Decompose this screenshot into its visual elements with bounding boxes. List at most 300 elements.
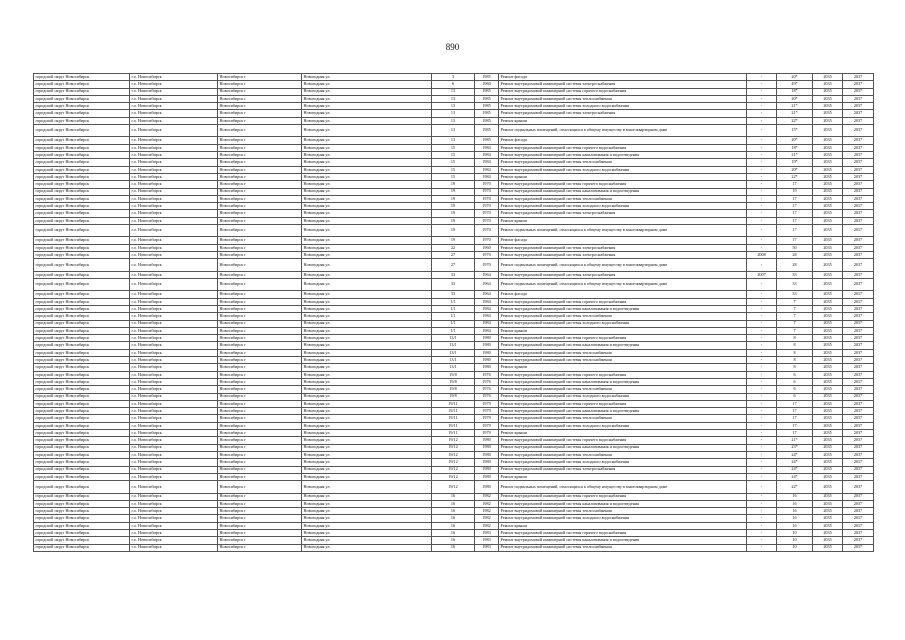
year-end-cell: 2037 xyxy=(843,415,874,422)
work-type-cell: Ремонт подвальных помещений, относящихся к общему имуществу в многоквартирном доме xyxy=(499,259,747,271)
settlement-cell: г.о. Новосибирск xyxy=(130,173,218,180)
settlement-cell: г.о. Новосибирск xyxy=(130,125,218,137)
year-built-cell: 1982 xyxy=(475,500,499,507)
work-type-cell: Ремонт внутридомовой инженерной системы теплоснабжения xyxy=(499,195,747,202)
municipality-cell: городской округ Новосибирск xyxy=(34,291,130,298)
house-number-cell: 19/11 xyxy=(432,400,475,407)
year-a-cell: 2007 xyxy=(747,271,777,278)
year-start-cell: 2035 xyxy=(813,110,843,117)
year-built-cell: 1984 xyxy=(475,144,499,151)
street-cell: Новогодняя ул. xyxy=(302,117,432,124)
year-a-cell: - xyxy=(747,378,777,385)
year-start-cell: 2035 xyxy=(813,166,843,173)
year-b-cell: 19* xyxy=(777,159,813,166)
work-type-cell: Ремонт крыши xyxy=(499,430,747,437)
street-cell: Новогодняя ул. xyxy=(302,313,432,320)
work-type-cell: Ремонт внутридомовой инженерной системы горячего водоснабжения xyxy=(499,437,747,444)
locality-cell: Новосибирск г xyxy=(218,95,302,102)
settlement-cell: г.о. Новосибирск xyxy=(130,378,218,385)
locality-cell: Новосибирск г xyxy=(218,515,302,522)
work-type-cell: Ремонт внутридомовой инженерной системы теплоснабжения xyxy=(499,357,747,364)
street-cell: Новогодняя ул. xyxy=(302,181,432,188)
year-b-cell: 21* xyxy=(777,103,813,110)
street-cell: Новогодняя ул. xyxy=(302,327,432,334)
work-type-cell: Ремонт подвальных помещений, относящихся к общему имуществу в многоквартирном доме xyxy=(499,225,747,237)
table-row xyxy=(34,159,874,166)
street-cell: Новогодняя ул. xyxy=(302,195,432,202)
year-start-cell: 2035 xyxy=(813,386,843,393)
year-a-cell: - xyxy=(747,95,777,102)
year-built-cell: 1970 xyxy=(475,195,499,202)
municipality-cell: городской округ Новосибирск xyxy=(34,305,130,312)
settlement-cell: г.о. Новосибирск xyxy=(130,393,218,400)
year-end-cell: 2037 xyxy=(843,173,874,180)
street-cell: Новогодняя ул. xyxy=(302,415,432,422)
table-row xyxy=(34,393,874,400)
work-type-cell: Ремонт внутридомовой инженерной системы канализования и водоотведения xyxy=(499,342,747,349)
year-built-cell: 1984 xyxy=(475,305,499,312)
street-cell: Новогодняя ул. xyxy=(302,225,432,237)
municipality-cell: городской округ Новосибирск xyxy=(34,252,130,259)
table-row xyxy=(34,371,874,378)
locality-cell: Новосибирск г xyxy=(218,320,302,327)
year-built-cell: 1970 xyxy=(475,237,499,244)
year-a-cell: - xyxy=(747,103,777,110)
work-type-cell: Ремонт внутридомовой инженерной системы теплоснабжения xyxy=(499,508,747,515)
year-start-cell: 2035 xyxy=(813,195,843,202)
year-a-cell: - xyxy=(747,81,777,88)
year-start-cell: 2035 xyxy=(813,393,843,400)
year-a-cell: - xyxy=(747,291,777,298)
year-start-cell: 2035 xyxy=(813,298,843,305)
year-end-cell: 2037 xyxy=(843,110,874,117)
municipality-cell: городской округ Новосибирск xyxy=(34,298,130,305)
table-row xyxy=(34,298,874,305)
year-built-cell: 1976 xyxy=(475,386,499,393)
year-a-cell: - xyxy=(747,305,777,312)
work-type-cell: Ремонт внутридомовой инженерной системы канализования и водоотведения xyxy=(499,500,747,507)
house-number-cell: 19/11 xyxy=(432,415,475,422)
house-number-cell: 19 xyxy=(432,203,475,210)
year-b-cell: 50 xyxy=(777,244,813,251)
year-b-cell: 22* xyxy=(777,481,813,493)
municipality-cell: городской округ Новосибирск xyxy=(34,271,130,278)
year-b-cell: 20* xyxy=(777,74,813,81)
year-a-cell: - xyxy=(747,335,777,342)
settlement-cell: г.о. Новосибирск xyxy=(130,217,218,224)
settlement-cell: г.о. Новосибирск xyxy=(130,357,218,364)
year-b-cell: 17 xyxy=(777,400,813,407)
year-a-cell: - xyxy=(747,225,777,237)
locality-cell: Новосибирск г xyxy=(218,88,302,95)
municipality-cell: городской округ Новосибирск xyxy=(34,400,130,407)
year-start-cell: 2035 xyxy=(813,459,843,466)
year-start-cell: 2035 xyxy=(813,400,843,407)
year-start-cell: 2035 xyxy=(813,415,843,422)
municipality-cell: городской округ Новосибирск xyxy=(34,225,130,237)
settlement-cell: г.о. Новосибирск xyxy=(130,386,218,393)
year-b-cell: 10 xyxy=(777,529,813,536)
street-cell: Новогодняя ул. xyxy=(302,444,432,451)
locality-cell: Новосибирск г xyxy=(218,430,302,437)
year-b-cell: 10 xyxy=(777,544,813,551)
year-b-cell: 16 xyxy=(777,515,813,522)
year-a-cell: - xyxy=(747,508,777,515)
work-type-cell: Ремонт подвальных помещений, относящихся к общему имуществу в многоквартирном доме xyxy=(499,279,747,291)
house-number-cell: 16 xyxy=(432,493,475,500)
year-built-cell: 1982 xyxy=(475,515,499,522)
year-built-cell: 1984 xyxy=(475,173,499,180)
year-end-cell: 2037 xyxy=(843,473,874,480)
street-cell: Новогодняя ул. xyxy=(302,371,432,378)
locality-cell: Новосибирск г xyxy=(218,473,302,480)
table-row xyxy=(34,252,874,259)
municipality-cell: городской округ Новосибирск xyxy=(34,237,130,244)
municipality-cell: городской округ Новосибирск xyxy=(34,493,130,500)
street-cell: Новогодняя ул. xyxy=(302,422,432,429)
year-start-cell: 2035 xyxy=(813,159,843,166)
year-built-cell: 1980 xyxy=(475,473,499,480)
municipality-cell: городской округ Новосибирск xyxy=(34,522,130,529)
year-end-cell: 2037 xyxy=(843,252,874,259)
year-start-cell: 2035 xyxy=(813,173,843,180)
year-end-cell: 2037 xyxy=(843,515,874,522)
locality-cell: Новосибирск г xyxy=(218,349,302,356)
year-end-cell: 2037 xyxy=(843,188,874,195)
locality-cell: Новосибирск г xyxy=(218,408,302,415)
year-end-cell: 2037 xyxy=(843,259,874,271)
work-type-cell: Ремонт внутридомовой инженерной системы теплоснабжения xyxy=(499,159,747,166)
locality-cell: Новосибирск г xyxy=(218,529,302,536)
table-row xyxy=(34,203,874,210)
municipality-cell: городской округ Новосибирск xyxy=(34,166,130,173)
year-end-cell: 2037 xyxy=(843,544,874,551)
settlement-cell: г.о. Новосибирск xyxy=(130,271,218,278)
street-cell: Новогодняя ул. xyxy=(302,500,432,507)
year-a-cell: - xyxy=(747,195,777,202)
work-type-cell: Ремонт внутридомовой инженерной системы теплоснабжения xyxy=(499,415,747,422)
municipality-cell: городской округ Новосибирск xyxy=(34,466,130,473)
settlement-cell: г.о. Новосибирск xyxy=(130,188,218,195)
year-end-cell: 2037 xyxy=(843,244,874,251)
year-end-cell: 2037 xyxy=(843,529,874,536)
street-cell: Новогодняя ул. xyxy=(302,166,432,173)
house-number-cell: 13 xyxy=(432,103,475,110)
table-row xyxy=(34,81,874,88)
year-built-cell: 1984 xyxy=(475,298,499,305)
year-start-cell: 2035 xyxy=(813,271,843,278)
year-b-cell: 8 xyxy=(777,349,813,356)
locality-cell: Новосибирск г xyxy=(218,500,302,507)
municipality-cell: городской округ Новосибирск xyxy=(34,500,130,507)
settlement-cell: г.о. Новосибирск xyxy=(130,529,218,536)
house-number-cell: 13/1 xyxy=(432,335,475,342)
year-a-cell: - xyxy=(747,515,777,522)
house-number-cell: 13/1 xyxy=(432,349,475,356)
street-cell: Новогодняя ул. xyxy=(302,335,432,342)
municipality-cell: городской округ Новосибирск xyxy=(34,481,130,493)
year-start-cell: 2035 xyxy=(813,225,843,237)
municipality-cell: городской округ Новосибирск xyxy=(34,342,130,349)
year-built-cell: 1984 xyxy=(475,327,499,334)
locality-cell: Новосибирск г xyxy=(218,378,302,385)
year-start-cell: 2035 xyxy=(813,473,843,480)
year-end-cell: 2037 xyxy=(843,357,874,364)
year-b-cell: 7 xyxy=(777,298,813,305)
year-b-cell: 24* xyxy=(777,459,813,466)
settlement-cell: г.о. Новосибирск xyxy=(130,225,218,237)
settlement-cell: г.о. Новосибирск xyxy=(130,537,218,544)
locality-cell: Новосибирск г xyxy=(218,225,302,237)
work-type-cell: Ремонт внутридомовой инженерной системы теплоснабжения xyxy=(499,313,747,320)
year-built-cell: 1970 xyxy=(475,259,499,271)
year-built-cell: 1985 xyxy=(475,95,499,102)
street-cell: Новогодняя ул. xyxy=(302,291,432,298)
house-number-cell: 15 xyxy=(432,173,475,180)
settlement-cell: г.о. Новосибирск xyxy=(130,444,218,451)
house-number-cell: 16 xyxy=(432,500,475,507)
year-b-cell: 6 xyxy=(777,371,813,378)
year-b-cell: 20* xyxy=(777,95,813,102)
house-number-cell: 13/1 xyxy=(432,364,475,371)
year-start-cell: 2035 xyxy=(813,500,843,507)
locality-cell: Новосибирск г xyxy=(218,259,302,271)
street-cell: Новогодняя ул. xyxy=(302,522,432,529)
street-cell: Новогодняя ул. xyxy=(302,393,432,400)
year-start-cell: 2035 xyxy=(813,349,843,356)
locality-cell: Новосибирск г xyxy=(218,335,302,342)
work-type-cell: Ремонт крыши xyxy=(499,217,747,224)
locality-cell: Новосибирск г xyxy=(218,305,302,312)
house-number-cell: 16 xyxy=(432,537,475,544)
year-built-cell: 1970 xyxy=(475,181,499,188)
street-cell: Новогодняя ул. xyxy=(302,144,432,151)
year-built-cell: 1985 xyxy=(475,137,499,144)
municipality-cell: городской округ Новосибирск xyxy=(34,110,130,117)
municipality-cell: городской округ Новосибирск xyxy=(34,210,130,217)
work-type-cell: Ремонт внутридомовой инженерной системы холодного водоснабжения xyxy=(499,320,747,327)
settlement-cell: г.о. Новосибирск xyxy=(130,313,218,320)
work-type-cell: Ремонт внутридомовой инженерной системы канализования и водоотведения xyxy=(499,188,747,195)
municipality-cell: городской округ Новосибирск xyxy=(34,378,130,385)
table-row xyxy=(34,481,874,493)
year-start-cell: 2035 xyxy=(813,357,843,364)
year-start-cell: 2035 xyxy=(813,117,843,124)
work-type-cell: Ремонт внутридомовой инженерной системы холодного водоснабжения xyxy=(499,422,747,429)
house-number-cell: 1/1 xyxy=(432,305,475,312)
locality-cell: Новосибирск г xyxy=(218,252,302,259)
year-b-cell: 17 xyxy=(777,181,813,188)
table-row xyxy=(34,313,874,320)
settlement-cell: г.о. Новосибирск xyxy=(130,298,218,305)
year-end-cell: 2037 xyxy=(843,159,874,166)
house-number-cell: 33 xyxy=(432,271,475,278)
year-b-cell: 7 xyxy=(777,313,813,320)
year-built-cell: 1980 xyxy=(475,349,499,356)
year-end-cell: 2037 xyxy=(843,210,874,217)
work-type-cell: Ремонт внутридомовой инженерной системы канализования и водоотведения xyxy=(499,444,747,451)
year-a-cell: - xyxy=(747,544,777,551)
year-end-cell: 2037 xyxy=(843,137,874,144)
year-end-cell: 2037 xyxy=(843,342,874,349)
year-b-cell: 7 xyxy=(777,327,813,334)
year-b-cell: 19 xyxy=(777,188,813,195)
year-end-cell: 2037 xyxy=(843,327,874,334)
year-start-cell: 2035 xyxy=(813,335,843,342)
locality-cell: Новосибирск г xyxy=(218,364,302,371)
house-number-cell: 16 xyxy=(432,522,475,529)
year-a-cell: - xyxy=(747,386,777,393)
street-cell: Новогодняя ул. xyxy=(302,137,432,144)
municipality-cell: городской округ Новосибирск xyxy=(34,349,130,356)
table-row xyxy=(34,335,874,342)
year-end-cell: 2037 xyxy=(843,217,874,224)
work-type-cell: Ремонт внутридомовой инженерной системы канализования и водоотведения xyxy=(499,378,747,385)
table-row xyxy=(34,515,874,522)
table-row xyxy=(34,430,874,437)
work-type-cell: Ремонт внутридомовой инженерной системы горячего водоснабжения xyxy=(499,529,747,536)
street-cell: Новогодняя ул. xyxy=(302,159,432,166)
year-start-cell: 2035 xyxy=(813,342,843,349)
year-b-cell: 18* xyxy=(777,144,813,151)
work-type-cell: Ремонт внутридомовой инженерной системы горячего водоснабжения xyxy=(499,400,747,407)
street-cell: Новогодняя ул. xyxy=(302,364,432,371)
settlement-cell: г.о. Новосибирск xyxy=(130,110,218,117)
house-number-cell: 19/12 xyxy=(432,459,475,466)
year-a-cell: - xyxy=(747,237,777,244)
house-number-cell: 15 xyxy=(432,166,475,173)
locality-cell: Новосибирск г xyxy=(218,181,302,188)
year-start-cell: 2035 xyxy=(813,327,843,334)
year-end-cell: 2037 xyxy=(843,459,874,466)
year-built-cell: 1984 xyxy=(475,152,499,159)
table-row xyxy=(34,271,874,278)
year-a-cell: - xyxy=(747,349,777,356)
year-built-cell: 1964 xyxy=(475,271,499,278)
locality-cell: Новосибирск г xyxy=(218,400,302,407)
year-b-cell: 28 xyxy=(777,252,813,259)
street-cell: Новогодняя ул. xyxy=(302,95,432,102)
house-number-cell: 13 xyxy=(432,88,475,95)
year-a-cell: - xyxy=(747,408,777,415)
settlement-cell: г.о. Новосибирск xyxy=(130,522,218,529)
work-type-cell: Ремонт внутридомовой инженерной системы горячего водоснабжения xyxy=(499,88,747,95)
locality-cell: Новосибирск г xyxy=(218,537,302,544)
locality-cell: Новосибирск г xyxy=(218,173,302,180)
table-row xyxy=(34,357,874,364)
table-row xyxy=(34,459,874,466)
settlement-cell: г.о. Новосибирск xyxy=(130,327,218,334)
work-type-cell: Ремонт внутридомовой инженерной системы теплоснабжения xyxy=(499,95,747,102)
locality-cell: Новосибирск г xyxy=(218,152,302,159)
work-type-cell: Ремонт внутридомовой инженерной системы теплоснабжения xyxy=(499,544,747,551)
year-a-cell: - xyxy=(747,473,777,480)
settlement-cell: г.о. Новосибирск xyxy=(130,364,218,371)
table-row xyxy=(34,95,874,102)
work-type-cell: Ремонт внутридомовой инженерной системы теплоснабжения xyxy=(499,349,747,356)
year-b-cell: 8 xyxy=(777,357,813,364)
year-built-cell: 1983 xyxy=(475,544,499,551)
year-end-cell: 2037 xyxy=(843,408,874,415)
year-built-cell: 1984 xyxy=(475,313,499,320)
house-number-cell: 6 xyxy=(432,81,475,88)
municipality-cell: городской округ Новосибирск xyxy=(34,259,130,271)
work-type-cell: Ремонт внутридомовой инженерной системы электроснабжения xyxy=(499,466,747,473)
work-type-cell: Ремонт фасада xyxy=(499,237,747,244)
house-number-cell: 1/1 xyxy=(432,327,475,334)
municipality-cell: городской округ Новосибирск xyxy=(34,320,130,327)
year-start-cell: 2035 xyxy=(813,437,843,444)
street-cell: Новогодняя ул. xyxy=(302,437,432,444)
municipality-cell: городской округ Новосибирск xyxy=(34,364,130,371)
year-built-cell: 1960 xyxy=(475,81,499,88)
street-cell: Новогодняя ул. xyxy=(302,357,432,364)
work-type-cell: Ремонт внутридомовой инженерной системы холодного водоснабжения xyxy=(499,203,747,210)
house-number-cell: 19/11 xyxy=(432,422,475,429)
year-built-cell: 1980 xyxy=(475,459,499,466)
year-start-cell: 2035 xyxy=(813,88,843,95)
table-row xyxy=(34,415,874,422)
year-built-cell: 1980 xyxy=(475,481,499,493)
table-row xyxy=(34,378,874,385)
house-number-cell: 15 xyxy=(432,152,475,159)
municipality-cell: городской округ Новосибирск xyxy=(34,371,130,378)
year-a-cell: - xyxy=(747,298,777,305)
year-a-cell: 2008 xyxy=(747,252,777,259)
year-built-cell: 1983 xyxy=(475,529,499,536)
year-end-cell: 2037 xyxy=(843,444,874,451)
year-b-cell: 22* xyxy=(777,117,813,124)
settlement-cell: г.о. Новосибирск xyxy=(130,203,218,210)
street-cell: Новогодняя ул. xyxy=(302,320,432,327)
municipality-cell: городской округ Новосибирск xyxy=(34,81,130,88)
municipality-cell: городской округ Новосибирск xyxy=(34,152,130,159)
settlement-cell: г.о. Новосибирск xyxy=(130,137,218,144)
work-type-cell: Ремонт внутридомовой инженерной системы канализования и водоотведения xyxy=(499,152,747,159)
year-a-cell: - xyxy=(747,400,777,407)
year-a-cell: - xyxy=(747,357,777,364)
locality-cell: Новосибирск г xyxy=(218,237,302,244)
year-start-cell: 2035 xyxy=(813,152,843,159)
year-b-cell: 20* xyxy=(777,166,813,173)
municipality-cell: городской округ Новосибирск xyxy=(34,408,130,415)
year-built-cell: 1979 xyxy=(475,415,499,422)
locality-cell: Новосибирск г xyxy=(218,451,302,458)
street-cell: Новогодняя ул. xyxy=(302,515,432,522)
work-type-cell: Ремонт внутридомовой инженерной системы горячего водоснабжения xyxy=(499,335,747,342)
municipality-cell: городской округ Новосибирск xyxy=(34,137,130,144)
table-row xyxy=(34,210,874,217)
year-b-cell: 16 xyxy=(777,500,813,507)
table-row xyxy=(34,444,874,451)
municipality-cell: городской округ Новосибирск xyxy=(34,335,130,342)
year-end-cell: 2037 xyxy=(843,422,874,429)
work-type-cell: Ремонт внутридомовой инженерной системы электроснабжения xyxy=(499,244,747,251)
settlement-cell: г.о. Новосибирск xyxy=(130,74,218,81)
table-row xyxy=(34,137,874,144)
work-type-cell: Ремонт внутридомовой инженерной системы холодного водоснабжения xyxy=(499,103,747,110)
year-built-cell: 1970 xyxy=(475,217,499,224)
municipality-cell: городской округ Новосибирск xyxy=(34,159,130,166)
work-type-cell: Ремонт фасада xyxy=(499,291,747,298)
house-number-cell: 13 xyxy=(432,125,475,137)
year-end-cell: 2037 xyxy=(843,95,874,102)
settlement-cell: г.о. Новосибирск xyxy=(130,159,218,166)
street-cell: Новогодняя ул. xyxy=(302,88,432,95)
year-built-cell: 1964 xyxy=(475,279,499,291)
table-row xyxy=(34,237,874,244)
year-a-cell: - xyxy=(747,522,777,529)
